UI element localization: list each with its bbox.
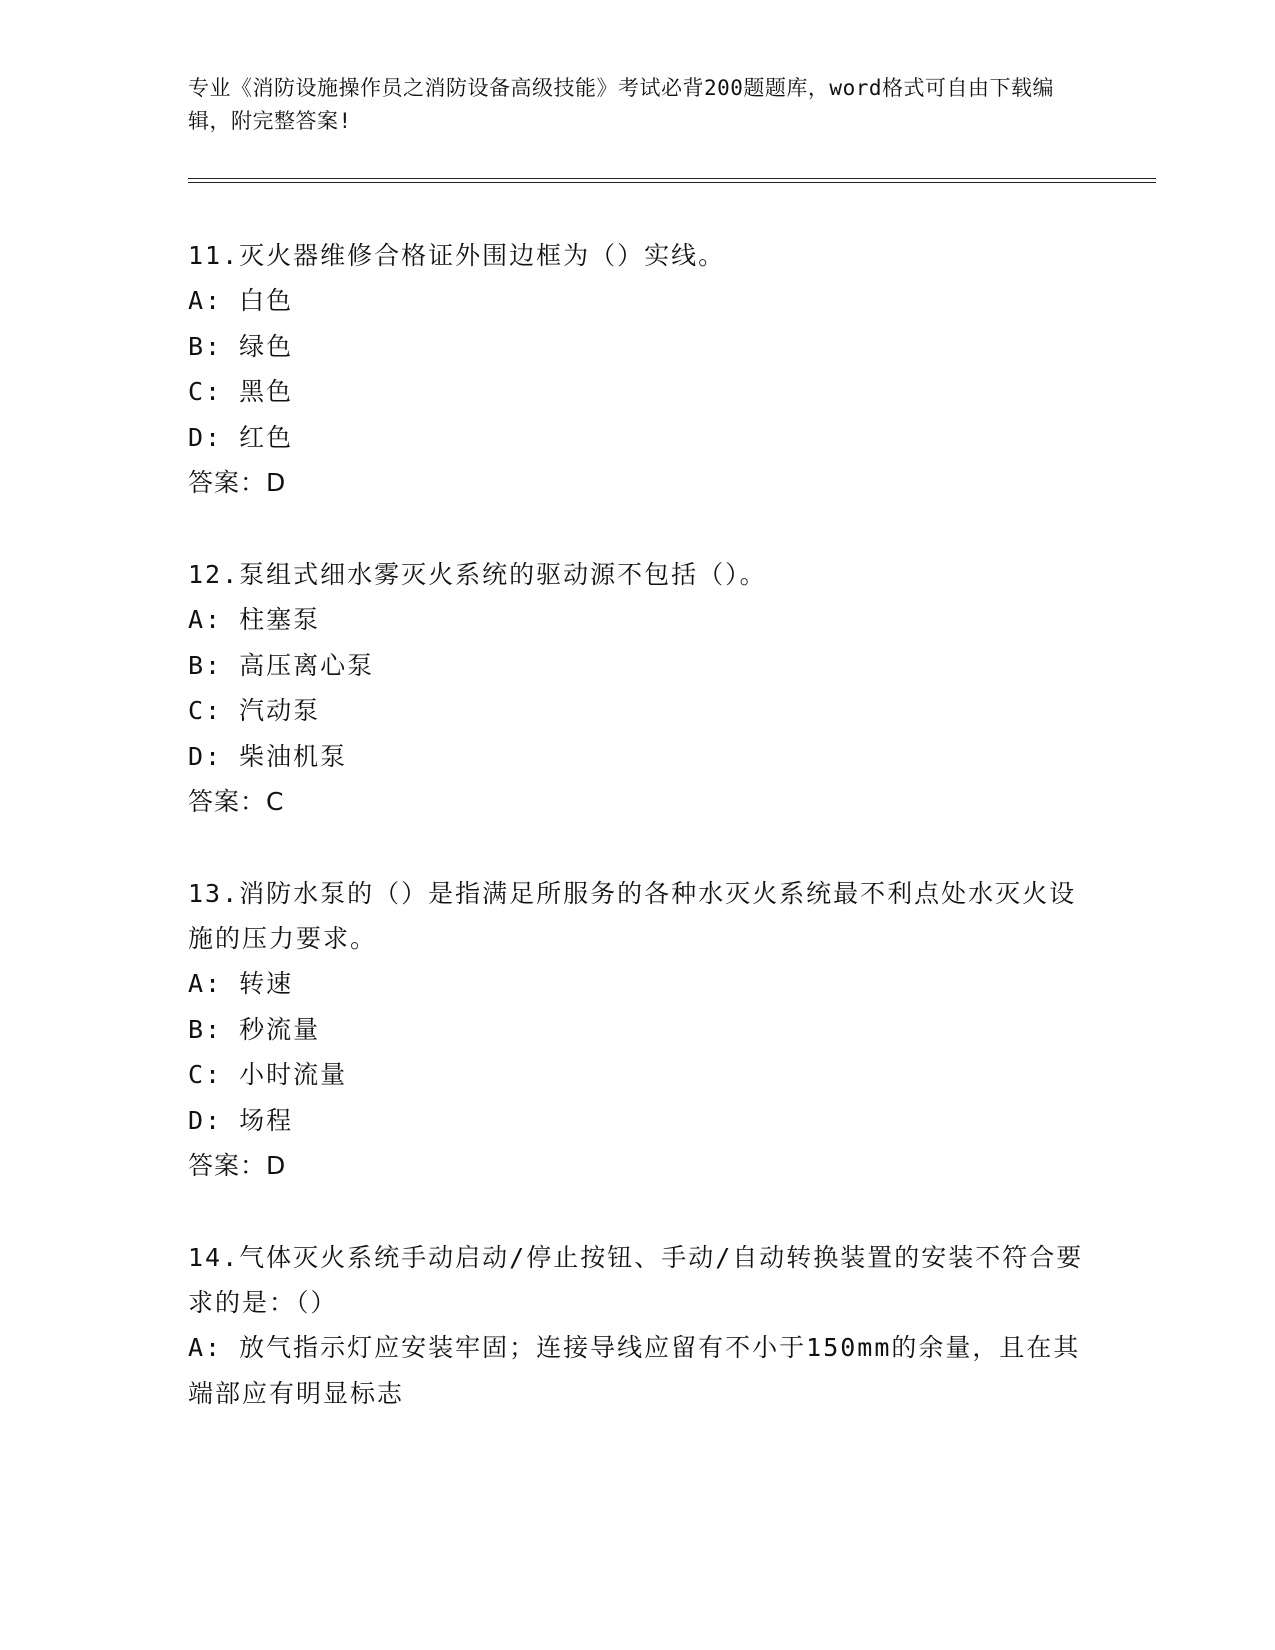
question-stem: 11.灭火器维修合格证外围边框为（）实线。 [188, 241, 726, 270]
option-d: D: 红色 [188, 422, 294, 452]
option-c: C: 小时流量 [188, 1060, 348, 1089]
header-divider-bottom [188, 182, 1156, 183]
question-stem: 13.消防水泵的（）是指满足所服务的各种水灭火系统最不利点处水灭火设施的压力要求。 [188, 879, 1077, 953]
option-d: D: 柴油机泵 [188, 741, 348, 771]
option-b: B: 高压离心泵 [188, 650, 375, 680]
option-b: B: 秒流量 [188, 1014, 321, 1044]
option-a: A: 白色 [188, 286, 294, 315]
question-stem: 14.气体灭火系统手动启动/停止按钮、手动/自动转换装置的安装不符合要求的是：（） [188, 1243, 1084, 1317]
option-c: C: 汽动泵 [188, 696, 321, 725]
option-c: C: 黑色 [188, 377, 294, 406]
answer: 答案：D [188, 1151, 287, 1180]
answer: 答案：D [188, 468, 287, 497]
question-13 [188, 871, 1088, 1188]
answer: 答案：C [188, 787, 285, 816]
option-b: B: 绿色 [188, 331, 294, 361]
document-header [188, 72, 1068, 138]
option-a: A: 转速 [188, 969, 294, 998]
option-a: A: 放气指示灯应安装牢固；连接导线应留有不小于150mm的余量，且在其端部应有明显标志 [188, 1333, 1081, 1408]
question-11 [188, 233, 1088, 505]
question-stem: 12.泵组式细水雾灭火系统的驱动源不包括（）。 [188, 560, 767, 589]
option-a: A: 柱塞泵 [188, 605, 321, 634]
header-intro: 专业《消防设施操作员之消防设备高级技能》考试必背200题题库，word格式可自由下载编辑，附完整答案! [188, 76, 1054, 133]
option-d: D: 场程 [188, 1105, 294, 1135]
header-divider-top [188, 178, 1156, 179]
question-14 [188, 1235, 1088, 1416]
question-12 [188, 552, 1088, 824]
